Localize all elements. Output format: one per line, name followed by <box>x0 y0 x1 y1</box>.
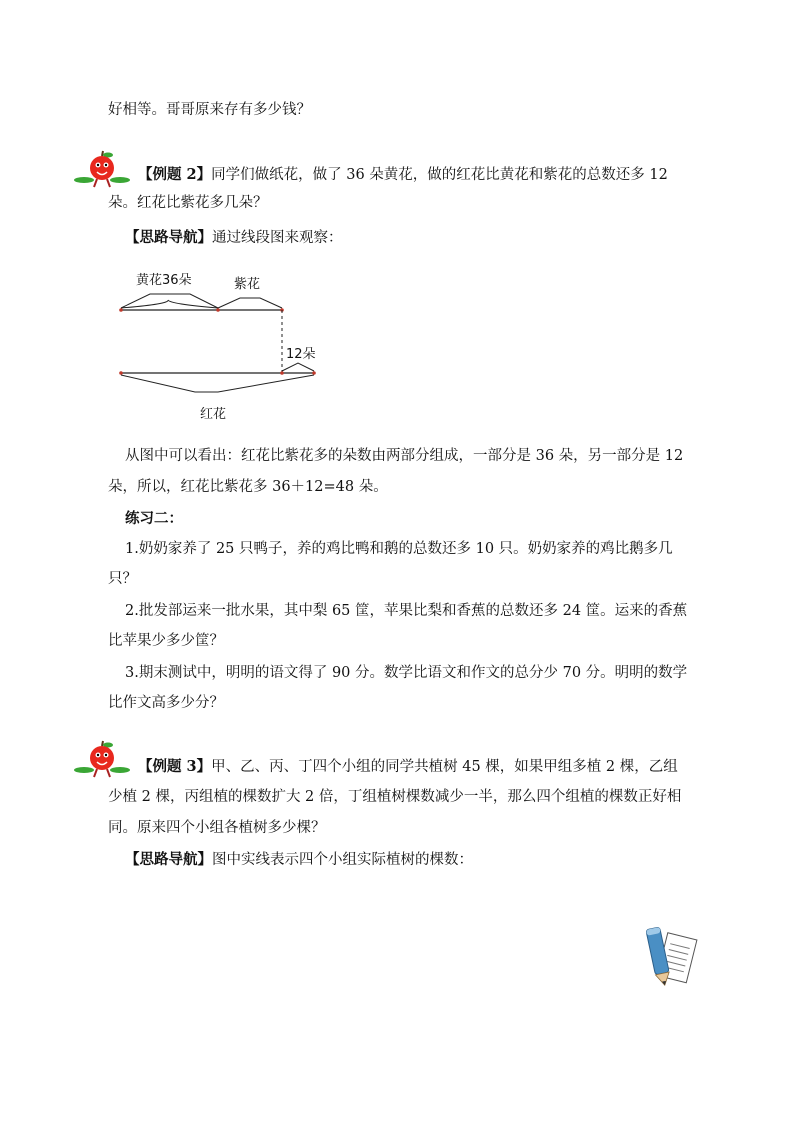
purple-brace <box>218 298 282 308</box>
purple-label: 紫花 <box>234 277 261 292</box>
explanation-line2: 朵，所以，红花比紫花多 36＋12=48 朵。 <box>108 479 388 495</box>
example2-line2: 朵。红花比紫花多几朵？ <box>108 195 268 211</box>
example2-line1 <box>138 165 668 185</box>
example3-text1: 甲、乙、丙、丁四个小组的同学共植树 45 棵，如果甲组多植 2 棵，乙组 <box>211 759 678 775</box>
example2-text1: 同学们做纸花，做了 36 朵黄花，做的红花比黄花和紫花的总数还多 12 <box>211 167 668 183</box>
segment-diagram <box>100 262 340 427</box>
pencil-paper-icon <box>644 924 700 990</box>
practice-q2-line1: 2.批发部运来一批水果，其中梨 65 筐，苹果比梨和香蕉的总数还多 24 筐。运来的香蕉 <box>125 603 688 619</box>
example3-label: 【例题 3】 <box>138 758 212 775</box>
top-line: 好相等。哥哥原来存有多少钱？ <box>108 102 311 118</box>
guide3-text: 图中实线表示四个小组实际植树的棵数： <box>212 852 473 868</box>
red-brace <box>121 375 314 392</box>
practice-title: 练习二： <box>125 510 183 527</box>
explanation-line1: 从图中可以看出：红花比紫花多的朵数由两部分组成，一部分是 36 朵，另一部分是 12 <box>125 448 684 464</box>
guide2-line <box>125 228 343 248</box>
example3-line1 <box>138 757 678 777</box>
practice-q2-line2: 比苹果少多少筐？ <box>108 633 224 649</box>
red-label: 红花 <box>200 407 227 422</box>
apple-mascot-icon <box>72 740 132 780</box>
guide2-text: 通过线段图来观察： <box>212 230 343 246</box>
practice-q1-line2: 只？ <box>108 571 137 587</box>
practice-q3-line2: 比作文高多少分？ <box>108 695 224 711</box>
guide2-label: 【思路导航】 <box>125 229 212 246</box>
example3-line2: 少植 2 棵，丙组植的棵数扩大 2 倍，丁组植树棵数减少一半，那么四个组植的棵数正好相 <box>108 789 682 805</box>
apple-mascot-icon <box>72 150 132 190</box>
practice-q3-line1: 3.期末测试中，明明的语文得了 90 分。数学比语文和作文的总分少 70 分。明明的数学 <box>125 665 688 681</box>
diff-brace <box>282 363 314 371</box>
guide3-line <box>125 850 473 870</box>
diff-label: 12朵 <box>286 347 316 362</box>
example2-label: 【例题 2】 <box>138 166 212 183</box>
yellow-label: 黄花36朵 <box>136 273 192 288</box>
example3-line3: 同。原来四个小组各植树多少棵？ <box>108 820 326 836</box>
guide3-label: 【思路导航】 <box>125 851 212 868</box>
practice-q1-line1: 1.奶奶家养了 25 只鸭子，养的鸡比鸭和鹅的总数还多 10 只。奶奶家养的鸡比鹅多几 <box>125 541 673 557</box>
